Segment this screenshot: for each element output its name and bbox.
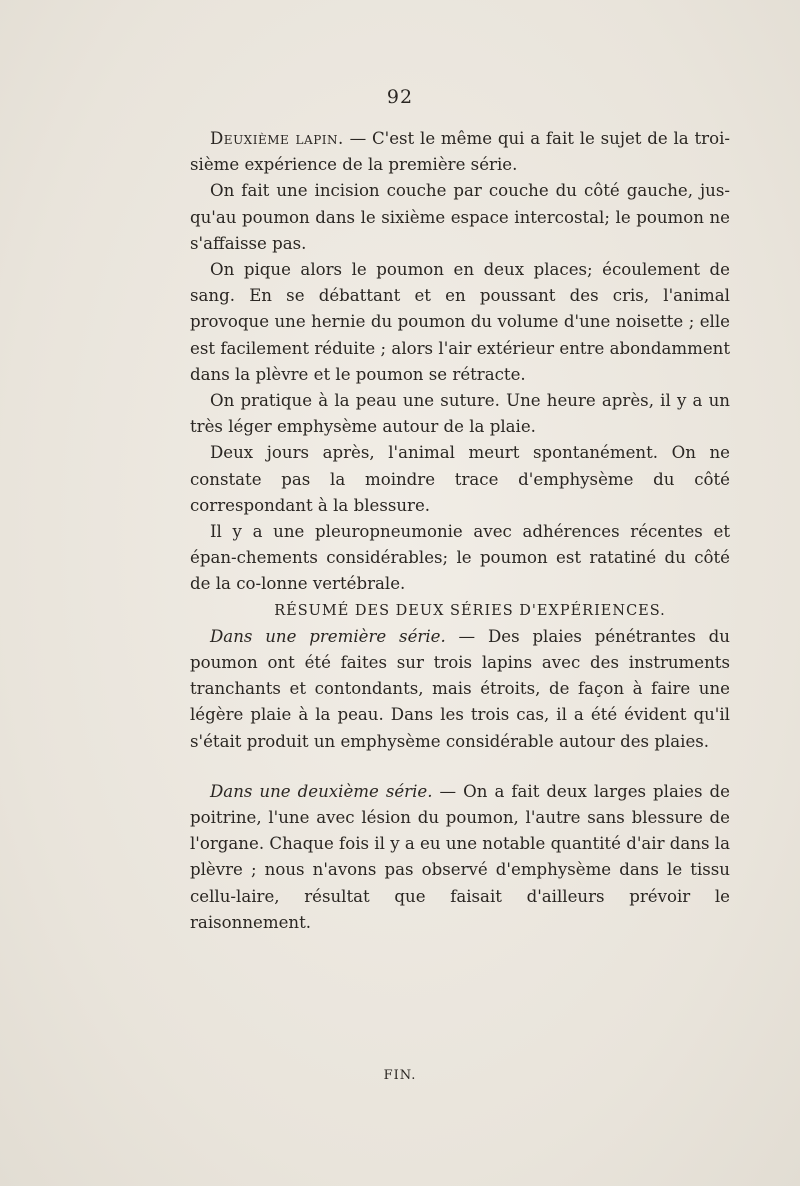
paragraph: On pratique à la peau une suture. Une heure après, il y a un très léger emphysème autour de la plaie. xyxy=(190,391,730,437)
paragraph-text: — C'est le même qui a fait le sujet de la troi-sième expérience de la première série. xyxy=(190,129,730,175)
summary-lead: Dans une première série. xyxy=(210,626,446,646)
paragraph: Il y a une pleuropneumonie avec adhérences récentes et épan-chements considérables; le poumon est ratatiné du côté de la co-lonne vertébrale. xyxy=(190,522,730,594)
paragraph: Deux jours après, l'animal meurt spontanément. On ne constate pas la moindre trace d'emphysème du côté correspondant à la blessure. xyxy=(190,443,730,515)
page-number: 92 xyxy=(386,86,414,108)
section-title: RÉSUMÉ DES DEUX SÉRIES D'EXPÉRIENCES. xyxy=(274,602,666,619)
summary-lead: Dans une deuxième série. xyxy=(210,781,433,801)
paragraph: On pique alors le poumon en deux places; écoulement de sang. En se débattant et en poussant des cris, l'animal provoque une hernie du poumon du volume d'une noisette ; elle est facilement réduite ; alors l'air extérieur entre abondamment dans la plèvre et le poumon se rétracte. xyxy=(190,260,730,384)
summary-text: — Des plaies pénétrantes du poumon ont été faites sur trois lapins avec des instruments tranchants et contondants, mais étroits, de façon à faire une légère plaie à la peau. Dans les trois cas, il a été évident qu'il s'était produit un emphysème considérable autour des plaies. xyxy=(190,626,730,751)
summary-paragraph xyxy=(190,624,730,755)
paragraph-gap xyxy=(190,755,730,779)
paragraph xyxy=(190,126,730,178)
paragraph-lead: Deuxième lapin. xyxy=(210,129,344,148)
end-mark: FIN. xyxy=(383,1068,417,1083)
paragraph: On fait une incision couche par couche du côté gauche, jus-qu'au poumon dans le sixième espace intercostal; le poumon ne s'affaisse pas. xyxy=(190,181,730,253)
summary-text: — On a fait deux larges plaies de poitrine, l'une avec lésion du poumon, l'autre sans blessure de l'organe. Chaque fois il y a eu une notable quantité d'air dans la plèvre ; nous n'avons pas observé d'emphysème dans le tissu cellu-laire, résultat que faisait d'ailleurs prévoir le raisonnement. xyxy=(190,781,730,932)
summary-paragraph xyxy=(190,779,730,936)
body-text xyxy=(190,126,730,936)
